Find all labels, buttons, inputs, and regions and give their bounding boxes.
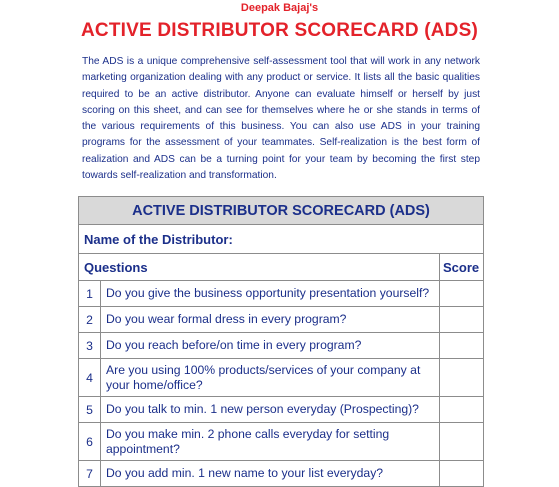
question-text: Do you reach before/on time in every program? bbox=[101, 333, 440, 359]
score-cell[interactable] bbox=[439, 307, 483, 333]
score-cell[interactable] bbox=[439, 461, 483, 487]
document-title: ACTIVE DISTRIBUTOR SCORECARD (ADS) bbox=[80, 20, 478, 41]
question-text: Do you talk to min. 1 new person everyday (Prospecting)? bbox=[101, 397, 440, 423]
author-name: Deepak Bajaj's bbox=[240, 2, 319, 14]
question-row bbox=[79, 359, 484, 397]
score-cell[interactable] bbox=[439, 281, 483, 307]
distributor-name-field[interactable] bbox=[79, 225, 484, 254]
question-text: Do you give the business opportunity presentation yourself? bbox=[101, 281, 440, 307]
question-text: Are you using 100% products/services of your company at your home/office? bbox=[101, 359, 440, 397]
score-cell[interactable] bbox=[439, 423, 483, 461]
distributor-name-label: Name of the Distributor: bbox=[84, 231, 233, 247]
question-number: 3 bbox=[79, 333, 101, 359]
question-row bbox=[79, 423, 484, 461]
question-text: Do you wear formal dress in every program? bbox=[101, 307, 440, 333]
question-row bbox=[79, 281, 484, 307]
scorecard-title: ACTIVE DISTRIBUTOR SCORECARD (ADS) bbox=[79, 197, 484, 225]
question-row bbox=[79, 307, 484, 333]
questions-header: Questions bbox=[79, 254, 440, 281]
question-text: Do you make min. 2 phone calls everyday for setting appointment? bbox=[101, 423, 440, 461]
intro-paragraph: The ADS is a unique comprehensive self-assessment tool that will work in any network marketing organization dealing with any product or service. It lists all the basic qualities required to be an active distributor. Anyone can evaluate himself or herself by just scoring on this sheet, and can see for themselves where he or she stands in terms of the various requirements of this business. You can also use ADS in your training programs for the assessment of your teammates. Self-realization is the best form of realization and ADS can be a turning point for your team by becoming the first step towards self-realization and transformation. bbox=[82, 56, 480, 182]
question-text: Do you add min. 1 new name to your list everyday? bbox=[101, 461, 440, 487]
question-row bbox=[79, 397, 484, 423]
question-number: 5 bbox=[79, 397, 101, 423]
score-cell[interactable] bbox=[439, 397, 483, 423]
scorecard-table bbox=[78, 196, 484, 487]
score-cell[interactable] bbox=[439, 333, 483, 359]
question-row bbox=[79, 461, 484, 487]
question-number: 1 bbox=[79, 281, 101, 307]
question-number: 2 bbox=[79, 307, 101, 333]
question-number: 4 bbox=[79, 359, 101, 397]
question-row bbox=[79, 333, 484, 359]
score-cell[interactable] bbox=[439, 359, 483, 397]
question-number: 7 bbox=[79, 461, 101, 487]
score-header: Score bbox=[439, 254, 483, 281]
question-number: 6 bbox=[79, 423, 101, 461]
